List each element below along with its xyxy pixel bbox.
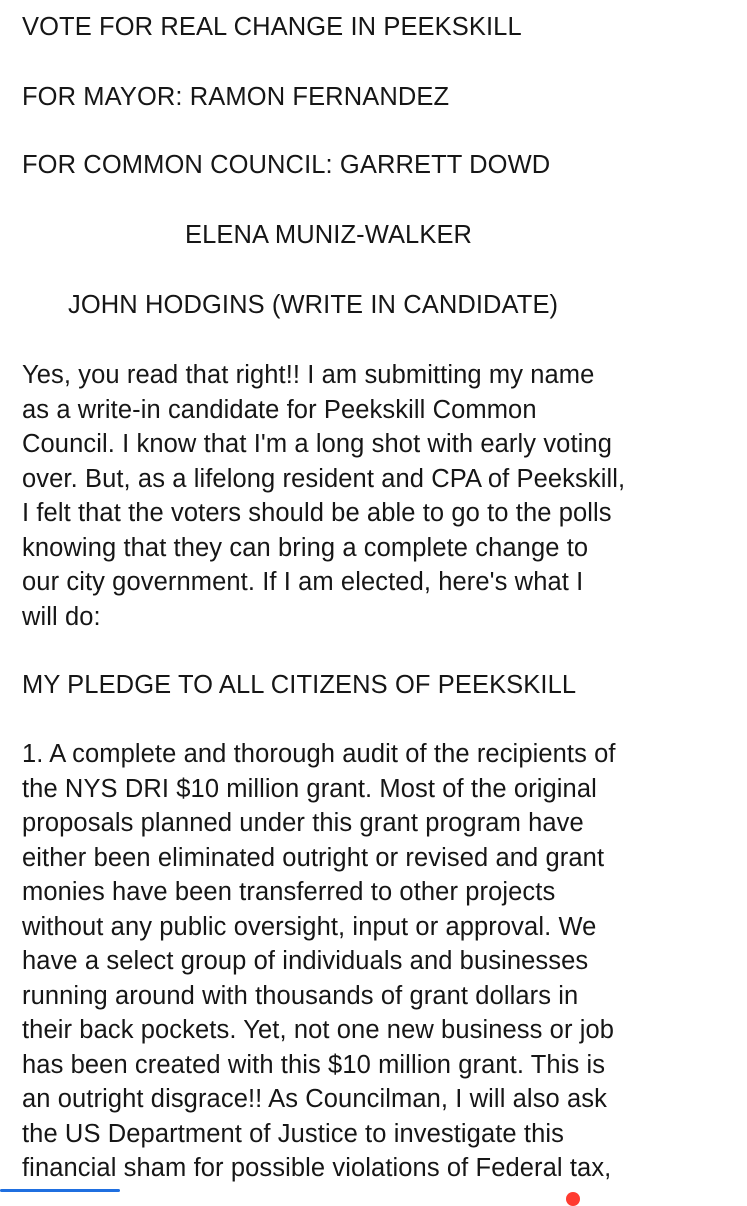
pledge-1-line: their back pockets. Yet, not one new business or job [22,1016,615,1044]
pledge-1-line: running around with thousands of grant dollars in [22,981,579,1010]
intro-line: knowing that they can bring a complete change to [22,533,589,562]
intro-line: Yes, you read that right!! I am submitting my name [22,361,595,389]
pledge-1-line: have a select group of individuals and businesses [22,947,589,975]
pledge-1-line: the NYS DRI $10 million grant. Most of the original [22,774,597,803]
pledge-1-paragraph [22,737,616,1186]
intro-line: our city government. If I am elected, here's what I [22,568,584,596]
pledge-1-line: proposals planned under this grant program have [22,809,584,837]
pledge-1-line: 1. A complete and thorough audit of the recipients of [22,740,616,768]
notification-dot-icon[interactable] [566,1192,580,1206]
intro-line: I felt that the voters should be able to go to the polls [22,499,612,527]
council-candidate-2: ELENA MUNIZ-WALKER [185,221,473,249]
pledge-1-line: either been eliminated outright or revised and grant [22,843,605,872]
pledge-1-line: without any public oversight, input or approval. We [22,912,597,941]
council-candidate-3: JOHN HODGINS (WRITE IN CANDIDATE) [68,291,559,319]
scroll-progress-indicator [0,1189,120,1192]
pledge-heading: MY PLEDGE TO ALL CITIZENS OF PEEKSKILL [22,671,577,699]
pledge-1-line: has been created with this $10 million grant. This is [22,1050,606,1079]
intro-line: as a write-in candidate for Peekskill Common [22,395,537,424]
pledge-1-line: the US Department of Justice to investigate this [22,1119,564,1148]
document-heading: VOTE FOR REAL CHANGE IN PEEKSKILL [22,13,522,41]
mayor-line: FOR MAYOR: RAMON FERNANDEZ [22,83,450,111]
intro-paragraph [22,358,625,634]
intro-line: over. But, as a lifelong resident and CPA of Peekskill, [22,464,626,493]
pledge-1-line: financial sham for possible violations of Federal tax, [22,1154,612,1182]
intro-line: will do: [22,602,101,631]
council-line: FOR COMMON COUNCIL: GARRETT DOWD [22,151,551,179]
intro-line: Council. I know that I'm a long shot with early voting [22,430,612,458]
pledge-1-line: monies have been transferred to other projects [22,878,556,906]
pledge-1-line: an outright disgrace!! As Councilman, I will also ask [22,1085,607,1113]
